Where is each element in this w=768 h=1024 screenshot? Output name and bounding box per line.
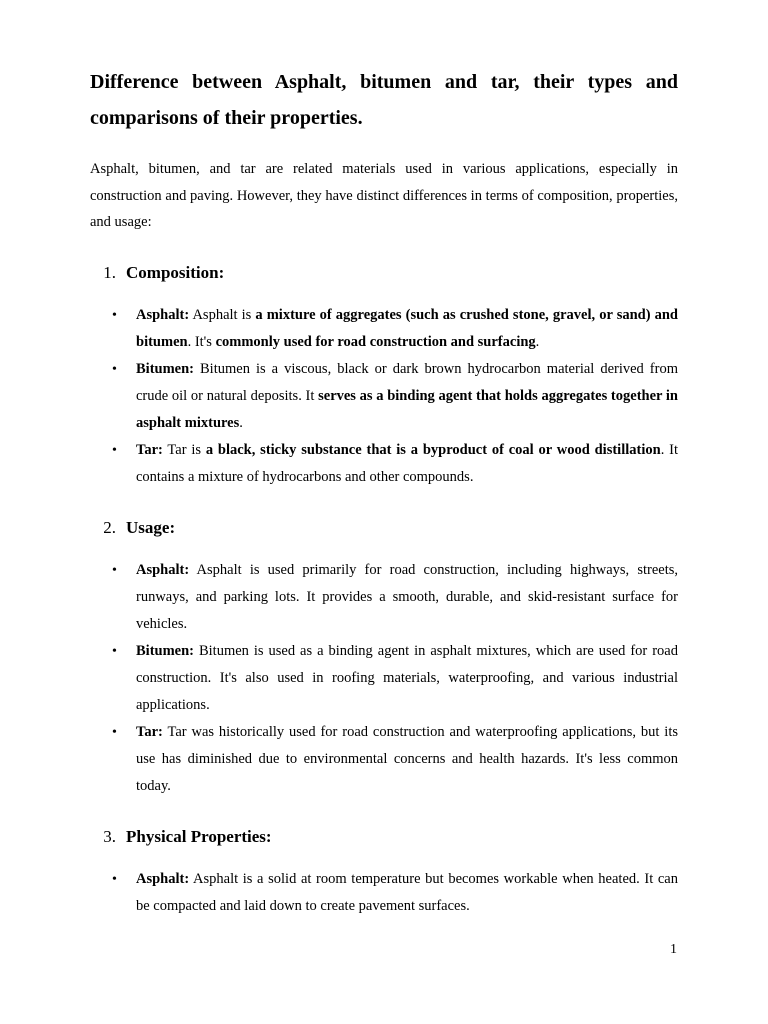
list-item bbox=[90, 302, 678, 356]
page-number: 1 bbox=[670, 942, 677, 957]
list-item-emphasis: a mixture of aggregates (such as crushed stone, gravel, or sand) and bitumen bbox=[136, 306, 678, 350]
section-heading bbox=[90, 515, 678, 541]
list-item bbox=[90, 719, 678, 800]
bullet-icon: • bbox=[112, 871, 117, 887]
bullet-icon: • bbox=[112, 361, 117, 377]
list-item bbox=[90, 557, 678, 638]
section-title: Physical Properties: bbox=[126, 826, 272, 846]
section-heading bbox=[90, 260, 678, 286]
list-item-text: Tar is bbox=[162, 441, 206, 458]
list-item-text: . It's bbox=[187, 333, 216, 350]
list-item-text: Bitumen is used as a binding agent in asphalt mixtures, which are used for road construction. It's also used in roofing materials, waterproofing, and various industrial applications. bbox=[136, 642, 678, 713]
bullet-icon: • bbox=[112, 724, 117, 740]
list-item bbox=[90, 866, 678, 920]
section-number: 1. bbox=[103, 262, 116, 282]
list-item-term: Asphalt: bbox=[136, 870, 190, 887]
sections-container bbox=[90, 260, 678, 920]
list-item-text: Tar was historically used for road construction and waterproofing applications, but its use has diminished due to environmental concerns and health hazards. It's less common today. bbox=[136, 723, 678, 794]
list-item bbox=[90, 437, 678, 491]
bullet-list bbox=[90, 302, 678, 491]
section-number: 2. bbox=[103, 517, 116, 537]
list-item-emphasis: serves as a binding agent that holds aggregates together in asphalt mixtures bbox=[136, 387, 679, 431]
list-item-text: . bbox=[535, 333, 540, 350]
list-item-term: Asphalt: bbox=[136, 306, 190, 323]
list-item-term: Tar: bbox=[136, 723, 163, 740]
bullet-icon: • bbox=[112, 442, 117, 458]
document-page bbox=[90, 64, 678, 920]
list-item bbox=[90, 356, 678, 437]
bullet-list bbox=[90, 866, 678, 920]
list-item-term: Bitumen: bbox=[136, 642, 194, 659]
list-item bbox=[90, 638, 678, 719]
bullet-icon: • bbox=[112, 307, 117, 323]
list-item-term: Asphalt: bbox=[136, 561, 190, 578]
bullet-icon: • bbox=[112, 643, 117, 659]
list-item-text: . It contains a mixture of hydrocarbons and other compounds. bbox=[136, 441, 678, 485]
list-item-text: . bbox=[239, 414, 243, 431]
list-item-term: Bitumen: bbox=[136, 360, 194, 377]
intro-paragraph: Asphalt, bitumen, and tar are related materials used in various applications, especially in construction and paving. However, they have distinct differences in terms of composition, properties, and usage: bbox=[90, 161, 678, 230]
bullet-list bbox=[90, 557, 678, 800]
section-heading bbox=[90, 824, 678, 850]
section-number: 3. bbox=[103, 826, 116, 846]
list-item-text: Bitumen is a viscous, black or dark brown hydrocarbon material derived from crude oil or natural deposits. It bbox=[136, 360, 678, 404]
list-item-emphasis: a black, sticky substance that is a byproduct of coal or wood distillation bbox=[205, 441, 661, 458]
section-title: Composition: bbox=[126, 262, 225, 282]
list-item-emphasis: commonly used for road construction and surfacing bbox=[215, 333, 536, 350]
document-title: Difference between Asphalt, bitumen and tar, their types and comparisons of their properties. bbox=[90, 71, 678, 129]
list-item-text: Asphalt is used primarily for road construction, including highways, streets, runways, and parking lots. It provides a smooth, durable, and skid-resistant surface for vehicles. bbox=[136, 561, 678, 632]
list-item-text: Asphalt is a solid at room temperature but becomes workable when heated. It can be compacted and laid down to create pavement surfaces. bbox=[136, 870, 678, 914]
section-title: Usage: bbox=[126, 517, 176, 537]
list-item-term: Tar: bbox=[136, 441, 163, 458]
list-item-text: Asphalt is bbox=[189, 306, 256, 323]
bullet-icon: • bbox=[112, 562, 117, 578]
